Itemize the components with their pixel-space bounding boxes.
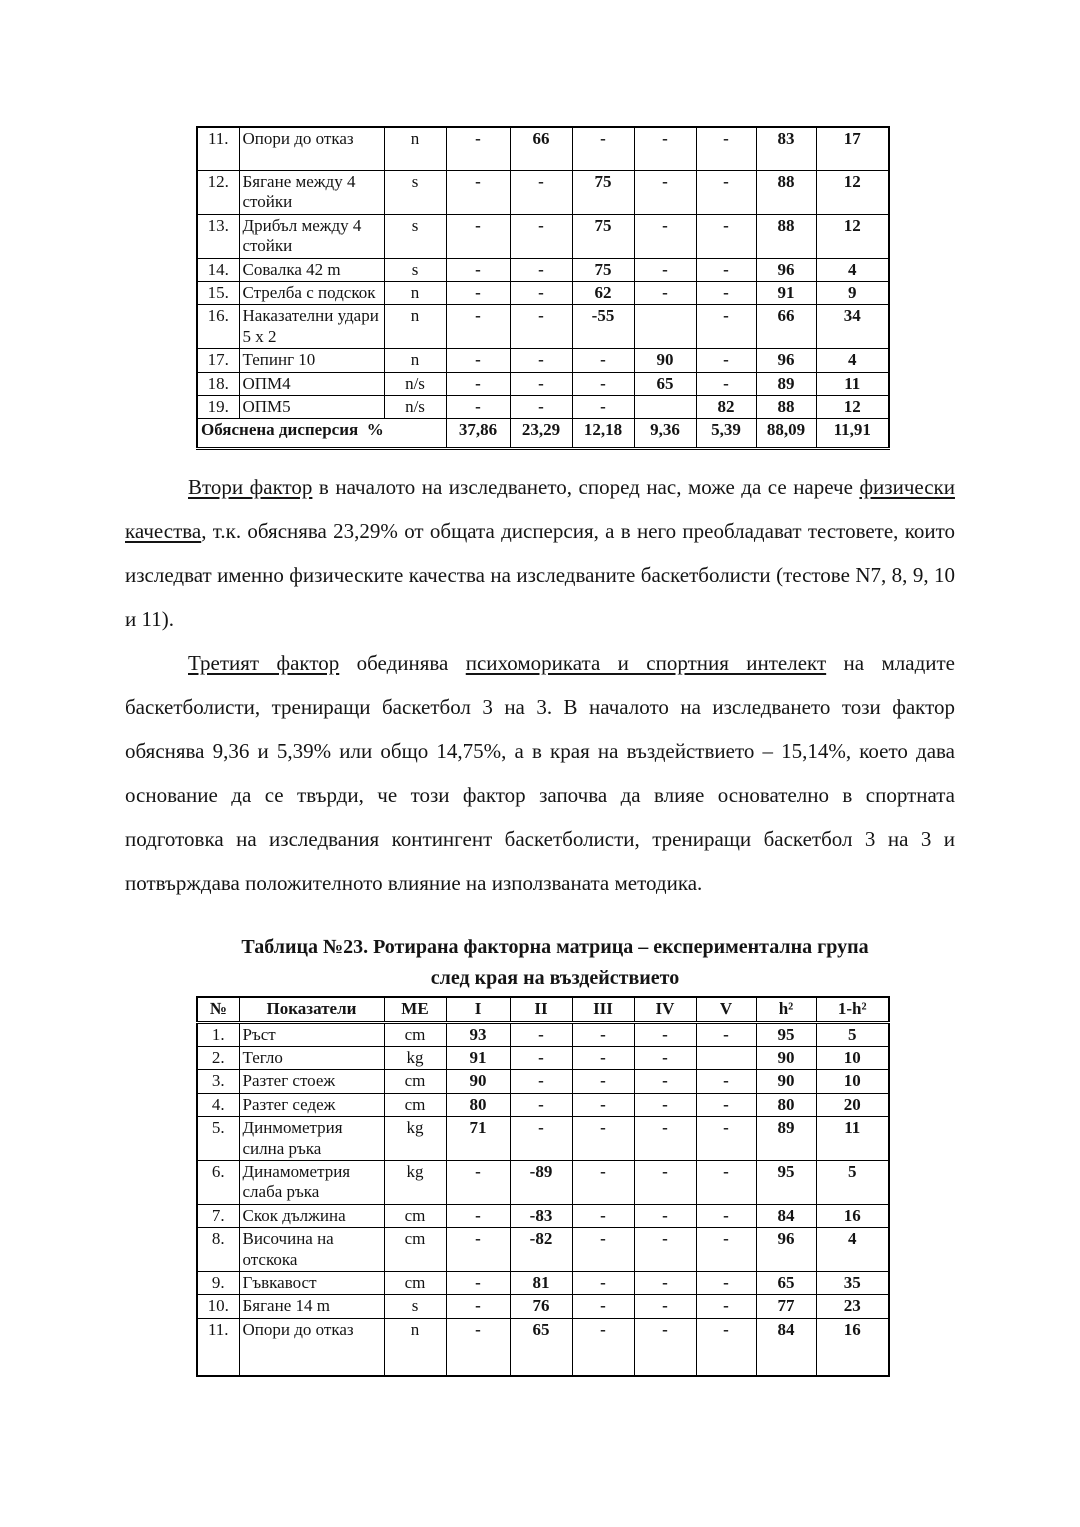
value-cell: - <box>572 395 634 418</box>
row-number-cell: 8. <box>197 1228 239 1272</box>
unit-cell: s <box>384 171 446 215</box>
explained-variance-label: Обяснена дисперсия % <box>197 419 446 449</box>
value-cell: - <box>696 1022 756 1046</box>
column-header: V <box>696 997 756 1022</box>
value-cell: - <box>510 395 572 418</box>
indicator-name-cell: Опори до отказ <box>239 127 384 171</box>
indicator-name-cell: Бягане 14 m <box>239 1295 384 1318</box>
paragraph-third-factor <box>125 641 955 905</box>
value-cell: - <box>510 372 572 395</box>
caption-line2: след края на въздействието <box>430 967 680 990</box>
indicator-name-cell: Разтег стоеж <box>239 1070 384 1093</box>
value-cell: - <box>510 1117 572 1161</box>
table-row <box>197 171 889 215</box>
value-cell: - <box>696 171 756 215</box>
value-cell: - <box>572 1271 634 1294</box>
unit-cell: cm <box>384 1093 446 1116</box>
value-cell: - <box>634 1047 696 1070</box>
value-cell: - <box>446 171 510 215</box>
value-cell: - <box>510 258 572 281</box>
unit-cell: n <box>384 127 446 171</box>
row-number-cell: 11. <box>197 1318 239 1376</box>
value-cell: - <box>634 1070 696 1093</box>
row-number-cell: 14. <box>197 258 239 281</box>
explained-variance-value: 23,29 <box>510 419 572 449</box>
value-cell: - <box>696 372 756 395</box>
value-cell: -82 <box>510 1228 572 1272</box>
value-cell: - <box>634 281 696 304</box>
value-cell: 88 <box>756 395 816 418</box>
unit-cell: n/s <box>384 395 446 418</box>
table-row <box>197 1295 889 1318</box>
indicator-name-cell: Динмометрия силна ръка <box>239 1117 384 1161</box>
value-cell: - <box>446 258 510 281</box>
value-cell <box>634 395 696 418</box>
unit-cell: cm <box>384 1228 446 1272</box>
value-cell: - <box>634 1022 696 1046</box>
value-cell: 75 <box>572 171 634 215</box>
value-cell: 16 <box>816 1204 889 1227</box>
value-cell: - <box>510 305 572 349</box>
indicator-name-cell: Совалка 42 m <box>239 258 384 281</box>
value-cell: - <box>572 1070 634 1093</box>
indicator-name-cell: Разтег седеж <box>239 1093 384 1116</box>
table-row <box>197 349 889 372</box>
value-cell: 80 <box>756 1093 816 1116</box>
column-header: № <box>197 997 239 1022</box>
value-cell: - <box>572 1161 634 1205</box>
value-cell: 10 <box>816 1047 889 1070</box>
value-cell: 11 <box>816 1117 889 1161</box>
underlined-text: Втори фактор <box>188 475 313 500</box>
value-cell: - <box>446 1228 510 1272</box>
value-cell: 75 <box>572 214 634 258</box>
unit-cell: n <box>384 1318 446 1376</box>
value-cell: - <box>696 1204 756 1227</box>
value-cell: 89 <box>756 372 816 395</box>
unit-cell: kg <box>384 1161 446 1205</box>
value-cell: - <box>572 1204 634 1227</box>
column-header: IV <box>634 997 696 1022</box>
value-cell: - <box>572 1117 634 1161</box>
table-row <box>197 281 889 304</box>
column-header: I <box>446 997 510 1022</box>
value-cell: 65 <box>634 372 696 395</box>
value-cell: - <box>510 214 572 258</box>
value-cell: - <box>446 349 510 372</box>
value-cell: -55 <box>572 305 634 349</box>
value-cell: - <box>572 372 634 395</box>
value-cell: -83 <box>510 1204 572 1227</box>
explained-variance-value: 37,86 <box>446 419 510 449</box>
table-row <box>197 1204 889 1227</box>
text-run: на младите баскетболисти, трениращи баскетбол 3 на 3. В началото на изследването този фактор обяснява 9,36 и 5,39% или общо 14,75%, а в края на въздействието – 15,14%, което дава основание да се твърди, че този фактор започва да влияе основателно в спортната подготовка на изследвания контингент баскетболисти, трениращи баскетбол 3 на 3 и потвърждава положителното влияние на използваната методика. <box>125 651 955 896</box>
value-cell: 90 <box>756 1070 816 1093</box>
value-cell: 66 <box>510 127 572 171</box>
value-cell: - <box>510 171 572 215</box>
value-cell: 66 <box>756 305 816 349</box>
value-cell: 83 <box>756 127 816 171</box>
value-cell: - <box>572 1318 634 1376</box>
unit-cell: cm <box>384 1204 446 1227</box>
value-cell: - <box>696 258 756 281</box>
header-row <box>197 997 889 1022</box>
row-number-cell: 7. <box>197 1204 239 1227</box>
value-cell: 95 <box>756 1161 816 1205</box>
value-cell: - <box>572 1022 634 1046</box>
value-cell: 89 <box>756 1117 816 1161</box>
row-number-cell: 12. <box>197 171 239 215</box>
indicator-name-cell: Гъвкавост <box>239 1271 384 1294</box>
underlined-text: физически качества <box>125 475 955 544</box>
table-row <box>197 372 889 395</box>
unit-cell: n <box>384 281 446 304</box>
value-cell: - <box>634 1093 696 1116</box>
unit-cell: s <box>384 214 446 258</box>
value-cell: - <box>572 1295 634 1318</box>
table-23-rotated-factor-matrix <box>196 996 890 1376</box>
value-cell: - <box>634 1318 696 1376</box>
column-header: II <box>510 997 572 1022</box>
unit-cell: n <box>384 349 446 372</box>
value-cell: - <box>572 1228 634 1272</box>
indicator-name-cell: Динамометрия слаба ръка <box>239 1161 384 1205</box>
text-run: , т.к. обяснява 23,29% от общата дисперсия, а в него преобладават тестовете, които изследват именно физическите качества на изследваните баскетболисти (тестове N7, 8, 9, 10 и 11). <box>125 519 955 632</box>
explained-variance-value: 5,39 <box>696 419 756 449</box>
table2-header <box>197 997 889 1022</box>
value-cell: - <box>696 349 756 372</box>
value-cell: - <box>634 1161 696 1205</box>
table-row <box>197 1228 889 1272</box>
unit-cell: kg <box>384 1047 446 1070</box>
value-cell: 88 <box>756 214 816 258</box>
unit-cell: s <box>384 258 446 281</box>
table-row <box>197 1318 889 1376</box>
unit-cell: kg <box>384 1117 446 1161</box>
value-cell: 20 <box>816 1093 889 1116</box>
row-number-cell: 13. <box>197 214 239 258</box>
value-cell: - <box>634 1295 696 1318</box>
value-cell: 10 <box>816 1070 889 1093</box>
row-number-cell: 19. <box>197 395 239 418</box>
value-cell: - <box>446 1271 510 1294</box>
value-cell: - <box>446 214 510 258</box>
unit-cell: cm <box>384 1271 446 1294</box>
value-cell: 65 <box>756 1271 816 1294</box>
explained-variance-value: 88,09 <box>756 419 816 449</box>
value-cell: 93 <box>446 1022 510 1046</box>
value-cell: - <box>510 1070 572 1093</box>
paragraph-second-factor <box>125 465 955 641</box>
value-cell: 84 <box>756 1204 816 1227</box>
unit-cell: cm <box>384 1022 446 1046</box>
value-cell: 91 <box>446 1047 510 1070</box>
value-cell: - <box>696 305 756 349</box>
indicator-name-cell: Бягане между 4 стойки <box>239 171 384 215</box>
value-cell: -89 <box>510 1161 572 1205</box>
value-cell: 65 <box>510 1318 572 1376</box>
value-cell: 84 <box>756 1318 816 1376</box>
indicator-name-cell: Стрелба с подскок <box>239 281 384 304</box>
value-cell <box>696 1047 756 1070</box>
row-number-cell: 16. <box>197 305 239 349</box>
table-row <box>197 1070 889 1093</box>
value-cell: - <box>634 214 696 258</box>
value-cell: - <box>446 127 510 171</box>
column-header: h² <box>756 997 816 1022</box>
row-number-cell: 4. <box>197 1093 239 1116</box>
column-header: III <box>572 997 634 1022</box>
factor-matrix-table-continued <box>196 126 890 450</box>
table-row <box>197 305 889 349</box>
table-23-caption <box>125 932 955 994</box>
value-cell: 95 <box>756 1022 816 1046</box>
table-row <box>197 395 889 418</box>
table-row <box>197 1271 889 1294</box>
row-number-cell: 5. <box>197 1117 239 1161</box>
value-cell: - <box>572 349 634 372</box>
table-row <box>197 258 889 281</box>
value-cell: 96 <box>756 1228 816 1272</box>
value-cell: - <box>634 1117 696 1161</box>
value-cell: 75 <box>572 258 634 281</box>
table-row <box>197 1022 889 1046</box>
value-cell: 88 <box>756 171 816 215</box>
value-cell: - <box>572 1047 634 1070</box>
value-cell: - <box>696 1271 756 1294</box>
unit-cell: s <box>384 1295 446 1318</box>
value-cell: - <box>634 258 696 281</box>
indicator-name-cell: Наказателни удари 5 x 2 <box>239 305 384 349</box>
value-cell: 71 <box>446 1117 510 1161</box>
value-cell: - <box>446 1204 510 1227</box>
indicator-name-cell: Височина на отскока <box>239 1228 384 1272</box>
value-cell: - <box>634 1228 696 1272</box>
value-cell: 90 <box>756 1047 816 1070</box>
table2-body <box>197 1022 889 1376</box>
value-cell: 12 <box>816 214 889 258</box>
column-header: МЕ <box>384 997 446 1022</box>
text-run: в началото на изследването, според нас, може да се нарече <box>312 475 860 500</box>
row-number-cell: 6. <box>197 1161 239 1205</box>
value-cell: - <box>696 1161 756 1205</box>
explained-variance-row <box>197 419 889 449</box>
indicator-name-cell: Скок дължина <box>239 1204 384 1227</box>
value-cell: - <box>510 281 572 304</box>
text-run: обединява <box>339 651 466 676</box>
row-number-cell: 11. <box>197 127 239 171</box>
row-number-cell: 9. <box>197 1271 239 1294</box>
value-cell: 76 <box>510 1295 572 1318</box>
caption-line1: Таблица №23. Ротирана факторна матрица – експериментална група <box>241 936 869 959</box>
value-cell: 23 <box>816 1295 889 1318</box>
value-cell: - <box>510 1093 572 1116</box>
indicator-name-cell: Дрибъл между 4 стойки <box>239 214 384 258</box>
indicator-name-cell: ОПМ5 <box>239 395 384 418</box>
value-cell: - <box>696 214 756 258</box>
value-cell: - <box>446 305 510 349</box>
underlined-text: психомориката и спортния интелект <box>465 651 827 676</box>
value-cell: - <box>572 1093 634 1116</box>
value-cell: 4 <box>816 1228 889 1272</box>
value-cell: 12 <box>816 171 889 215</box>
row-number-cell: 15. <box>197 281 239 304</box>
value-cell: 9 <box>816 281 889 304</box>
value-cell: 5 <box>816 1022 889 1046</box>
indicator-name-cell: Тегло <box>239 1047 384 1070</box>
value-cell: - <box>446 281 510 304</box>
value-cell: 17 <box>816 127 889 171</box>
value-cell: - <box>696 1228 756 1272</box>
indicator-name-cell: Ръст <box>239 1022 384 1046</box>
indicator-name-cell: Опори до отказ <box>239 1318 384 1376</box>
value-cell: 11 <box>816 372 889 395</box>
row-number-cell: 2. <box>197 1047 239 1070</box>
value-cell: 96 <box>756 349 816 372</box>
value-cell: 96 <box>756 258 816 281</box>
value-cell: - <box>510 1047 572 1070</box>
unit-cell: n/s <box>384 372 446 395</box>
value-cell: 4 <box>816 349 889 372</box>
value-cell: - <box>634 1204 696 1227</box>
table-row <box>197 127 889 171</box>
value-cell: 5 <box>816 1161 889 1205</box>
value-cell: - <box>634 127 696 171</box>
value-cell: - <box>446 372 510 395</box>
value-cell: 12 <box>816 395 889 418</box>
value-cell: 90 <box>446 1070 510 1093</box>
column-header: Показатели <box>239 997 384 1022</box>
value-cell: - <box>696 1070 756 1093</box>
row-number-cell: 3. <box>197 1070 239 1093</box>
row-number-cell: 1. <box>197 1022 239 1046</box>
table-row <box>197 214 889 258</box>
value-cell <box>634 305 696 349</box>
value-cell: 80 <box>446 1093 510 1116</box>
page-content <box>125 0 955 1377</box>
value-cell: 62 <box>572 281 634 304</box>
value-cell: - <box>634 171 696 215</box>
table-row <box>197 1161 889 1205</box>
value-cell: - <box>510 349 572 372</box>
value-cell: - <box>634 1271 696 1294</box>
table-row <box>197 1047 889 1070</box>
value-cell: 81 <box>510 1271 572 1294</box>
value-cell: - <box>696 1093 756 1116</box>
value-cell: - <box>446 395 510 418</box>
indicator-name-cell: ОПМ4 <box>239 372 384 395</box>
unit-cell: n <box>384 305 446 349</box>
value-cell: - <box>572 127 634 171</box>
row-number-cell: 10. <box>197 1295 239 1318</box>
explained-variance-value: 11,91 <box>816 419 889 449</box>
table-row <box>197 1093 889 1116</box>
value-cell: - <box>446 1295 510 1318</box>
value-cell: 77 <box>756 1295 816 1318</box>
explained-variance-value: 12,18 <box>572 419 634 449</box>
underlined-text: Третият фактор <box>188 651 340 676</box>
value-cell: - <box>446 1161 510 1205</box>
value-cell: 90 <box>634 349 696 372</box>
row-number-cell: 18. <box>197 372 239 395</box>
unit-cell: cm <box>384 1070 446 1093</box>
table1-body <box>197 127 889 449</box>
value-cell: - <box>696 1117 756 1161</box>
value-cell: - <box>696 281 756 304</box>
value-cell: - <box>696 1295 756 1318</box>
value-cell: - <box>696 1318 756 1376</box>
explained-variance-value: 9,36 <box>634 419 696 449</box>
value-cell: 82 <box>696 395 756 418</box>
value-cell: 91 <box>756 281 816 304</box>
table-row <box>197 1117 889 1161</box>
column-header: 1-h² <box>816 997 889 1022</box>
value-cell: 16 <box>816 1318 889 1376</box>
indicator-name-cell: Тепинг 10 <box>239 349 384 372</box>
value-cell: 4 <box>816 258 889 281</box>
value-cell: 35 <box>816 1271 889 1294</box>
value-cell: - <box>510 1022 572 1046</box>
value-cell: 34 <box>816 305 889 349</box>
value-cell: - <box>696 127 756 171</box>
row-number-cell: 17. <box>197 349 239 372</box>
value-cell: - <box>446 1318 510 1376</box>
